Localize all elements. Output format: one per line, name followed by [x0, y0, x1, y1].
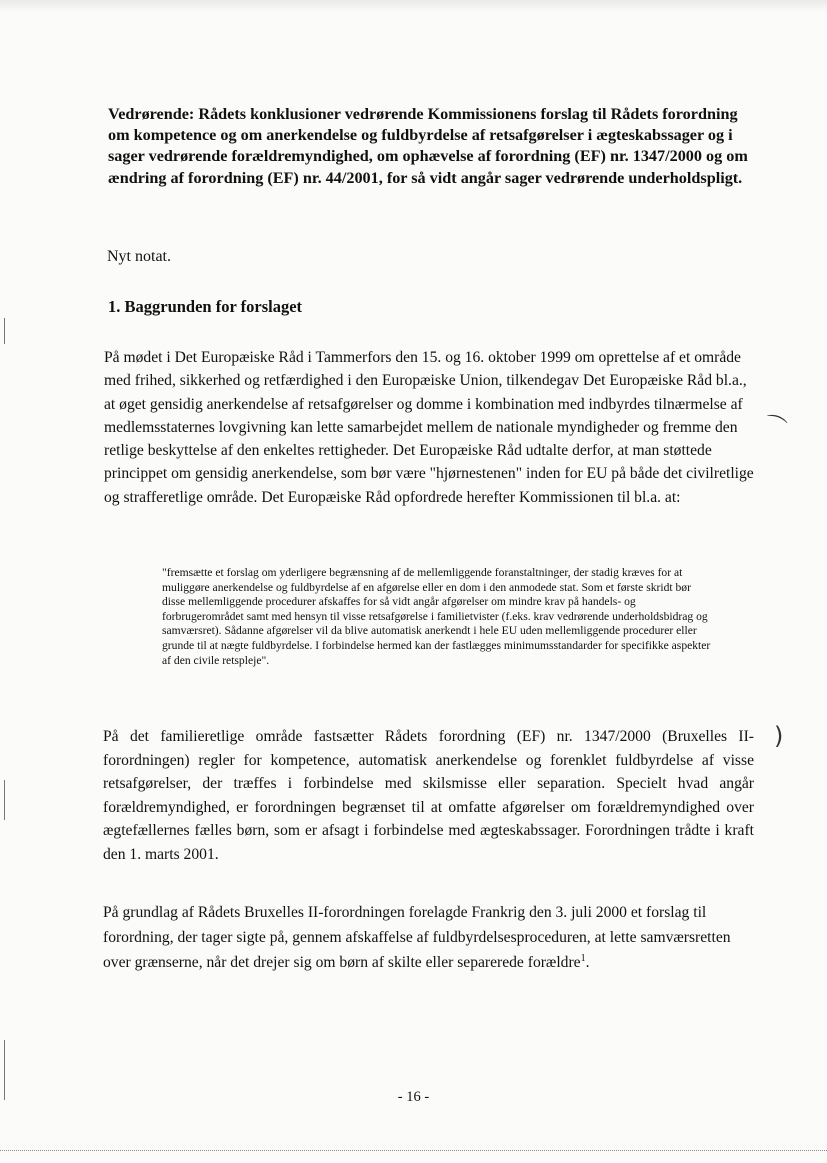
- section-heading: 1. Baggrunden for forslaget: [108, 297, 303, 316]
- paragraph-french-proposal: På grundlag af Rådets Bruxelles II-forordningen forelagde Frankrig den 3. juli 2000 et forslag til forordning, der tager sigte på, gennem afskaffelse af fuldbyrdelsesproceduren, at lette samværsretten over grænserne, når det drejer sig om børn af skilte eller separerede forældre$^1$.: [103, 904, 731, 971]
- note-label: Nyt notat.: [107, 248, 171, 265]
- margin-bracket-icon: ⌒: [759, 411, 789, 443]
- scan-edge-mark: [4, 780, 5, 820]
- paragraph-background: På mødet i Det Europæiske Råd i Tammerfors den 15. og 16. oktober 1999 om oprettelse af et område med frihed, sikkerhed og retfærdighed i den Europæiske Union, tilkendegav Det Europæiske Råd bl.a., at øget gensidig anerkendelse af retsafgørelser og domme i kombination med indbyrdes tilnærmelse af medlemsstaternes lovgivning kan lette samarbejdet mellem de nationale myndigheder og fremme den retlige beskyttelse af den enkeltes rettigheder. Det Europæiske Råd udtalte derfor, at man støttede princippet om gensidig anerkendelse, som bør være "hjørnestenen" inden for EU på både det civilretlige og strafferetlige område. Det Europæiske Råd opfordrede herefter Kommissionen til bl.a. at:: [104, 349, 754, 506]
- scan-edge-mark: [4, 318, 5, 344]
- scan-edge-bottom: [0, 1150, 827, 1155]
- scan-shadow-top: [0, 0, 827, 12]
- paragraph-text: På grundlag af Rådets Bruxelles II-forordningen forelagde Frankrig den 3. juli 2000 et forslag til forordning, der tager sigte på, gennem afskaffelse af fuldbyrdelsesproceduren, at lette samværsretten over grænserne, når det drejer sig om børn af skilte eller separerede forældre: [103, 904, 731, 971]
- footnote-reference[interactable]: 1: [580, 952, 586, 964]
- page-number: - 16 -: [397, 1089, 430, 1105]
- margin-bracket-icon: ): [774, 722, 784, 750]
- quotation-block: "fremsætte et forslag om yderligere begrænsning af de mellemliggende foranstaltninger, der stadig kræves for at muliggøre anerkendelse og fuldbyrdelse af en afgørelse eller en dom i den anmodede stat. Som et første skridt bør disse mellemliggende procedurer afskaffes for så vidt angår afgørelser om mindre krav på handels- og forbrugerområdet samt med hensyn til visse retsafgørelse i familietvister (f.eks. krav vedrørende underholdsbidrag og samværsret). Sådanne afgørelser vil da blive automatisk anerkendt i hele EU uden mellemliggende procedurer eller grunde til at nægte fuldbyrdelse. I forbindelse hermed kan der fastlægges minimumsstandarder for specifikke aspekter af den civile retspleje".: [162, 566, 711, 667]
- paragraph-family-law: På det familieretlige område fastsætter Rådets forordning (EF) nr. 1347/2000 (Bruxelles II-forordningen) regler for kompetence, automatisk anerkendelse og forenklet fuldbyrdelse af visse retsafgørelser, der træffes i forbindelse med skilsmisse eller separation. Specielt hvad angår forældremyndighed, er forordningen begrænset til at omfatte afgørelser om forældremyndighed over ægtefællernes fælles børn, som er afsagt i forbindelse med ægteskabssager. Forordningen trådte i kraft den 1. marts 2001.: [103, 728, 754, 863]
- subject-heading: Vedrørende: Rådets konklusioner vedrørende Kommissionens forslag til Rådets forordning om kompetence og om anerkendelse og fuldbyrdelse af retsafgørelser i ægteskabssager og i sager vedrørende forældremyndighed, om ophævelse af forordning (EF) nr. 1347/2000 og om ændring af forordning (EF) nr. 44/2001, for så vidt angår sager vedrørende underholdspligt.: [108, 105, 748, 187]
